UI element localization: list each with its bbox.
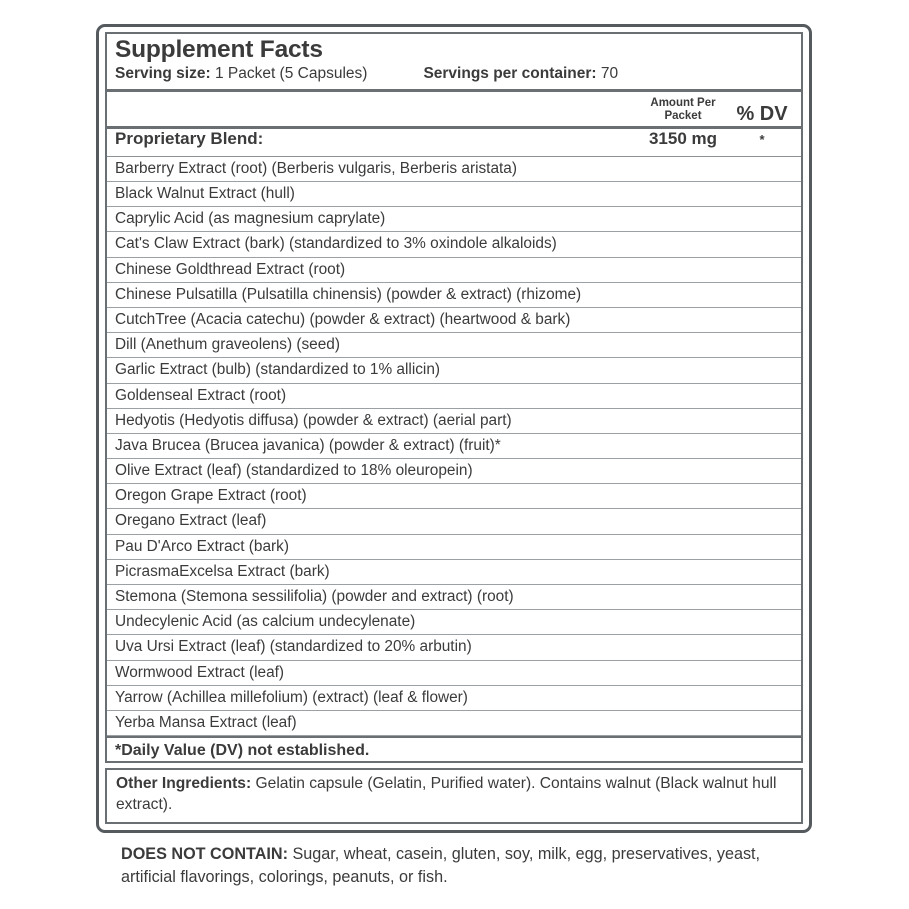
ingredient-row: Uva Ursi Extract (leaf) (standardized to 20% arbutin) <box>107 635 801 660</box>
ingredient-row: Black Walnut Extract (hull) <box>107 182 801 207</box>
ingredient-row: Caprylic Acid (as magnesium caprylate) <box>107 207 801 232</box>
servings-per-container <box>423 64 618 83</box>
ingredient-row: Oregon Grape Extract (root) <box>107 484 801 509</box>
amount-per-packet-line1: Amount Per <box>650 97 716 110</box>
does-not-contain-statement <box>121 843 793 888</box>
proprietary-blend-amount: 3150 mg <box>648 128 718 148</box>
proprietary-blend-row <box>107 129 801 157</box>
label-header <box>107 34 801 92</box>
proprietary-blend-name: Proprietary Blend: <box>115 128 264 148</box>
serving-info <box>115 64 793 83</box>
ingredient-row: Undecylenic Acid (as calcium undecylenate) <box>107 610 801 635</box>
other-ingredients-label: Other Ingredients: <box>116 775 252 793</box>
amount-per-packet-line2: Packet <box>664 109 702 122</box>
ingredient-row: Pau D'Arco Extract (bark) <box>107 535 801 560</box>
supplement-facts-table <box>105 32 803 763</box>
ingredient-row: Dill (Anethum graveolens) (seed) <box>107 333 801 358</box>
ingredient-row: Yarrow (Achillea millefolium) (extract) (leaf & flower) <box>107 686 801 711</box>
ingredient-row: PicrasmaExcelsa Extract (bark) <box>107 560 801 585</box>
servings-per-container-label: Servings per container: <box>423 65 597 83</box>
does-not-contain-text: Sugar, wheat, casein, gluten, soy, milk, egg, preservatives, yeast, artificial flavorings, colorings, peanuts, or fish. <box>121 845 761 886</box>
servings-per-container-value: 70 <box>600 65 619 83</box>
serving-size-label: Serving size: <box>115 65 211 83</box>
serving-size <box>115 64 367 83</box>
page-title: Supplement Facts <box>115 36 323 63</box>
ingredient-row: Stemona (Stemona sessilifolia) (powder and extract) (root) <box>107 585 801 610</box>
daily-value-note: *Daily Value (DV) not established. <box>107 736 801 763</box>
ingredient-row: Oregano Extract (leaf) <box>107 509 801 534</box>
serving-size-value: 1 Packet (5 Capsules) <box>214 65 368 83</box>
ingredient-row: Barberry Extract (root) (Berberis vulgaris, Berberis aristata) <box>107 157 801 182</box>
ingredient-list <box>107 157 801 736</box>
other-ingredients-text: Gelatin capsule (Gelatin, Purified water). Contains walnut (Black walnut hull extract). <box>116 775 777 813</box>
ingredient-row: Hedyotis (Hedyotis diffusa) (powder & extract) (aerial part) <box>107 409 801 434</box>
supplement-facts-panel <box>96 24 812 833</box>
column-header-percent-dv: % DV <box>736 102 788 125</box>
ingredient-row: Goldenseal Extract (root) <box>107 384 801 409</box>
ingredient-row: Yerba Mansa Extract (leaf) <box>107 711 801 736</box>
ingredient-row: Chinese Pulsatilla (Pulsatilla chinensis) (powder & extract) (rhizome) <box>107 283 801 308</box>
ingredient-row: Garlic Extract (bulb) (standardized to 1% allicin) <box>107 358 801 383</box>
proprietary-blend-dv: * <box>759 131 765 147</box>
other-ingredients-block <box>105 768 803 823</box>
column-header-row <box>107 92 801 129</box>
ingredient-row: Wormwood Extract (leaf) <box>107 661 801 686</box>
column-header-amount-per-packet <box>635 97 731 125</box>
ingredient-row: Cat's Claw Extract (bark) (standardized to 3% oxindole alkaloids) <box>107 232 801 257</box>
ingredient-row: Java Brucea (Brucea javanica) (powder & extract) (fruit)* <box>107 434 801 459</box>
does-not-contain-label: DOES NOT CONTAIN: <box>121 845 288 863</box>
ingredient-row: CutchTree (Acacia catechu) (powder & extract) (heartwood & bark) <box>107 308 801 333</box>
ingredient-row: Chinese Goldthread Extract (root) <box>107 258 801 283</box>
ingredient-row: Olive Extract (leaf) (standardized to 18% oleuropein) <box>107 459 801 484</box>
